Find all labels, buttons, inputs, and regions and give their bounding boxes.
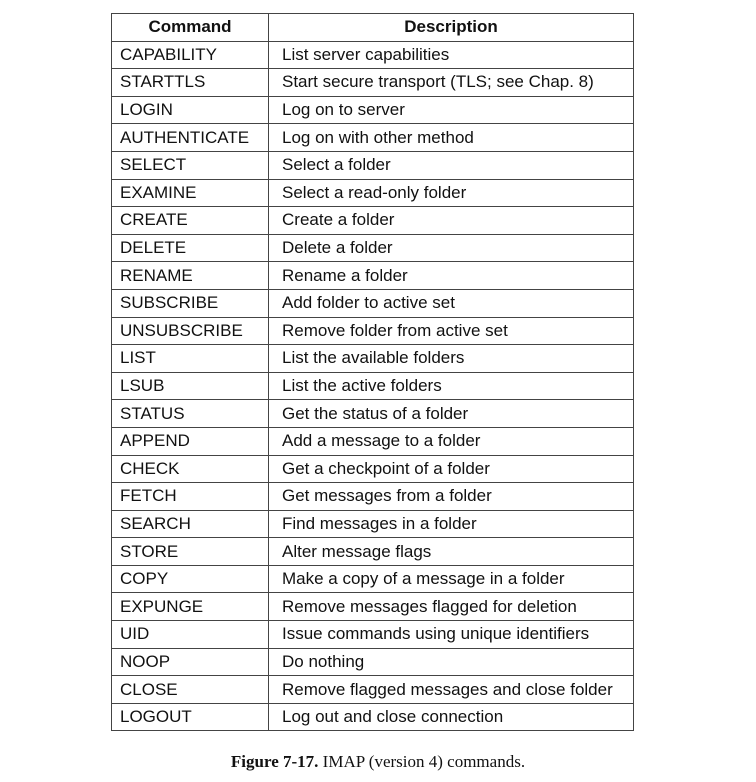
command-cell: STORE bbox=[112, 538, 269, 566]
description-cell: Delete a folder bbox=[269, 234, 634, 262]
description-cell: Log on with other method bbox=[269, 124, 634, 152]
command-cell: CREATE bbox=[112, 207, 269, 235]
header-description: Description bbox=[269, 14, 634, 42]
table-row bbox=[112, 593, 634, 621]
description-cell: Get the status of a folder bbox=[269, 400, 634, 428]
table-row bbox=[112, 703, 634, 731]
command-cell: UID bbox=[112, 621, 269, 649]
command-cell: COPY bbox=[112, 565, 269, 593]
table-row bbox=[112, 510, 634, 538]
description-cell: Do nothing bbox=[269, 648, 634, 676]
command-cell: CHECK bbox=[112, 455, 269, 483]
description-cell: Find messages in a folder bbox=[269, 510, 634, 538]
table-row bbox=[112, 207, 634, 235]
description-cell: Log out and close connection bbox=[269, 703, 634, 731]
command-cell: NOOP bbox=[112, 648, 269, 676]
command-cell: STARTTLS bbox=[112, 69, 269, 97]
command-cell: LSUB bbox=[112, 372, 269, 400]
description-cell: Create a folder bbox=[269, 207, 634, 235]
imap-commands-table-wrapper bbox=[111, 13, 633, 731]
description-cell: Select a read-only folder bbox=[269, 179, 634, 207]
command-cell: LOGIN bbox=[112, 96, 269, 124]
table-row bbox=[112, 41, 634, 69]
command-cell: DELETE bbox=[112, 234, 269, 262]
description-cell: Get a checkpoint of a folder bbox=[269, 455, 634, 483]
command-cell: SUBSCRIBE bbox=[112, 289, 269, 317]
table-row bbox=[112, 179, 634, 207]
description-cell: Issue commands using unique identifiers bbox=[269, 621, 634, 649]
command-cell: APPEND bbox=[112, 427, 269, 455]
table-row bbox=[112, 317, 634, 345]
description-cell: Log on to server bbox=[269, 96, 634, 124]
description-cell: Alter message flags bbox=[269, 538, 634, 566]
command-cell: CAPABILITY bbox=[112, 41, 269, 69]
command-cell: AUTHENTICATE bbox=[112, 124, 269, 152]
command-cell: EXAMINE bbox=[112, 179, 269, 207]
description-cell: Rename a folder bbox=[269, 262, 634, 290]
table-row bbox=[112, 676, 634, 704]
command-cell: SELECT bbox=[112, 151, 269, 179]
description-cell: List the active folders bbox=[269, 372, 634, 400]
table-row bbox=[112, 483, 634, 511]
command-cell: LIST bbox=[112, 345, 269, 373]
table-row bbox=[112, 262, 634, 290]
command-cell: UNSUBSCRIBE bbox=[112, 317, 269, 345]
table-row bbox=[112, 124, 634, 152]
table-row bbox=[112, 427, 634, 455]
description-cell: List the available folders bbox=[269, 345, 634, 373]
header-command: Command bbox=[112, 14, 269, 42]
table-row bbox=[112, 345, 634, 373]
command-cell: RENAME bbox=[112, 262, 269, 290]
table-header-row bbox=[112, 14, 634, 42]
table-row bbox=[112, 234, 634, 262]
table-row bbox=[112, 538, 634, 566]
description-cell: Remove flagged messages and close folder bbox=[269, 676, 634, 704]
description-cell: Add folder to active set bbox=[269, 289, 634, 317]
command-cell: FETCH bbox=[112, 483, 269, 511]
figure-caption bbox=[0, 752, 756, 772]
figure-caption-text: IMAP (version 4) commands. bbox=[322, 752, 526, 771]
table-row bbox=[112, 289, 634, 317]
description-cell: Start secure transport (TLS; see Chap. 8) bbox=[269, 69, 634, 97]
table-row bbox=[112, 648, 634, 676]
imap-commands-table bbox=[111, 13, 634, 731]
command-cell: CLOSE bbox=[112, 676, 269, 704]
command-cell: SEARCH bbox=[112, 510, 269, 538]
description-cell: Remove folder from active set bbox=[269, 317, 634, 345]
command-cell: STATUS bbox=[112, 400, 269, 428]
description-cell: Remove messages flagged for deletion bbox=[269, 593, 634, 621]
table-row bbox=[112, 455, 634, 483]
table-body bbox=[112, 41, 634, 731]
description-cell: Get messages from a folder bbox=[269, 483, 634, 511]
description-cell: List server capabilities bbox=[269, 41, 634, 69]
table-row bbox=[112, 621, 634, 649]
description-cell: Select a folder bbox=[269, 151, 634, 179]
description-cell: Add a message to a folder bbox=[269, 427, 634, 455]
table-row bbox=[112, 96, 634, 124]
description-cell: Make a copy of a message in a folder bbox=[269, 565, 634, 593]
table-row bbox=[112, 69, 634, 97]
table-row bbox=[112, 400, 634, 428]
figure-caption-label: Figure 7-17. bbox=[230, 752, 319, 771]
command-cell: EXPUNGE bbox=[112, 593, 269, 621]
table-row bbox=[112, 151, 634, 179]
table-row bbox=[112, 565, 634, 593]
command-cell: LOGOUT bbox=[112, 703, 269, 731]
table-row bbox=[112, 372, 634, 400]
